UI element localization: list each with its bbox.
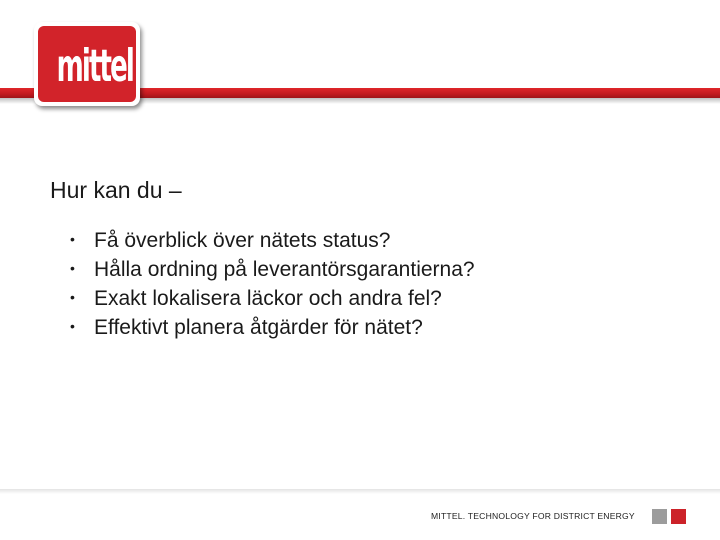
list-item	[70, 258, 475, 287]
logo-wordmark: mittel	[56, 40, 134, 92]
footer-red-square	[671, 509, 686, 524]
list-item-text: Få överblick över nätets status?	[94, 229, 391, 252]
list-item	[70, 229, 475, 258]
slide-heading: Hur kan du –	[50, 177, 182, 203]
list-item-text: Effektivt planera åtgärder för nätet?	[94, 316, 423, 339]
footer-tagline: MITTEL. TECHNOLOGY FOR DISTRICT ENERGY	[431, 511, 635, 521]
bullet-icon: •	[70, 318, 75, 334]
list-item-text: Hålla ordning på leverantörsgarantierna?	[94, 258, 475, 281]
logo-background	[38, 26, 136, 102]
bullet-icon: •	[70, 260, 75, 276]
list-item-text: Exakt lokalisera läckor och andra fel?	[94, 287, 442, 310]
footer-divider	[0, 489, 720, 494]
footer-grey-square	[652, 509, 667, 524]
list-item	[70, 287, 475, 316]
bullet-list	[70, 229, 475, 345]
mittel-logo	[34, 22, 140, 106]
bullet-icon: •	[70, 289, 75, 305]
list-item	[70, 316, 475, 345]
bullet-icon: •	[70, 231, 75, 247]
